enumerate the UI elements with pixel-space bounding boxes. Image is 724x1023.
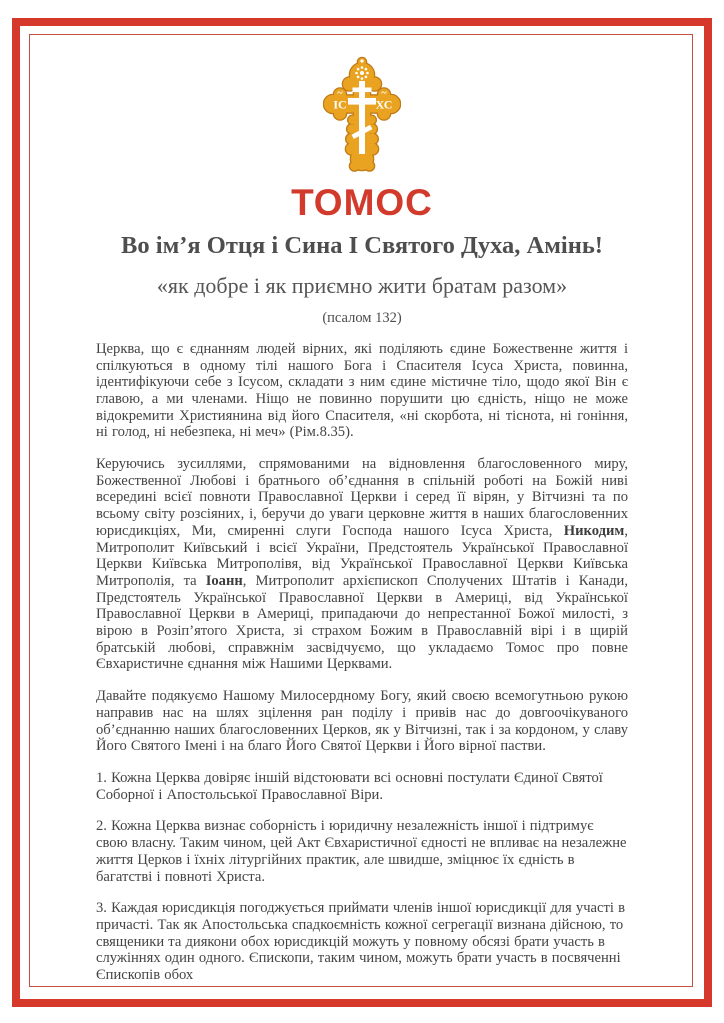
invocation-heading: Во ім’я Отця і Сина І Святого Духа, Амінь! [121, 232, 603, 259]
paragraph-text: 3. Каждая юрисдикція погоджується приймати членів іншої юрисдикції для участі в причасті. Так як Апостольська спадкоємність кожної сегрегації визнана дійсною, то священики та диякони обох юрисдикцій можуть у повному обсязі брати участь в служіннях один одного. Єпископи, таким чином, можуть брати участь в посвяченні Єпископів обох [96, 900, 625, 984]
document-body [96, 341, 628, 984]
ic-monogram-tilde: ~ [337, 88, 343, 99]
epigraph-source: (псалом 132) [322, 309, 402, 326]
paragraph-text: Керуючись зусиллями, спрямованими на відновлення благословенного миру, Божественної Любові і братнього об’єднання в спільній роботі на Божій ниві всередині всієї повноти Православної Церкви і серед її вірян, у Вітчизні та по всьому світу розсіяних, і, беручи до уваги церковне життя в наших благословенних юрисдикціях, Ми, смиренні слуги Господа нашого Ісуса Христа, [96, 456, 628, 539]
paragraph [96, 341, 628, 441]
paragraph [96, 688, 628, 755]
emphasized-name: Іоанн [205, 572, 243, 589]
sunburst-ornament [355, 66, 369, 80]
document-title: ТОМОС [291, 182, 433, 223]
top-ring-hole [360, 59, 363, 62]
ic-monogram: ІС [333, 97, 347, 112]
xc-monogram-tilde: ~ [381, 88, 387, 99]
document-content [96, 0, 628, 999]
xc-monogram: ХС [375, 97, 393, 112]
epigraph-quote: «як добре і як приємно жити братам разом» [156, 272, 568, 298]
orthodox-cross-icon [323, 56, 401, 173]
paragraph-text: , Митрополит Київський і всієї України, Предстоятель Української Православної Церкви Київська Митрополівя, від Української Православної Церкви Київська Митрополія, та [96, 522, 628, 589]
paragraph-text: 1. Кожна Церква довіряє іншій відстоювати всі основні постулати Єдиної Святої Соборної і Апостольської Православної Віри. [96, 769, 603, 803]
paragraph-text: 2. Кожна Церква визнає соборність і юридичну незалежність іншої і підтримує свою власну. Таким чином, цей Акт Євхаристичної єдності не впливає на незалежне життя Церков і їхніх літургійних практик, але швидше, зміцнює їх єдність в багатстві і повноті Христа. [96, 818, 627, 885]
paragraph [96, 818, 628, 885]
paragraph [96, 900, 628, 984]
emphasized-name: Никодим [563, 522, 625, 539]
paragraph-text: Давайте подякуємо Нашому Милосердному Богу, який своєю всемогутньою рукою направив нас на шлях зцілення ран поділу і привів нас до довгоочікуваного об’єднанню наших благословенних Церков, як у Вітчизні, так і за кордоном, у славу Його Святого Імені і на благо Його Святої Церкви і Його вірної пастви. [96, 688, 628, 755]
paragraph-text: Церква, що є єднанням людей вірних, які поділяють єдине Божественне життя і спілкуються в одному тілі нашого Бога і Спасителя Ісуса Христа, повинна, ідентифікуючи себе з Ісусом, складати з ним єдине містичне тіло, щодо якої Він є главою, а ми членами. Ніщо не повинно порушити цю єдність, ніщо не може відокремити Християнина від його Спасителя, «ні скорбота, ні тіснота, ні гоніння, ні голод, ні небезпека, ні меч» (Рім.8.35). [96, 340, 628, 441]
paragraph [96, 770, 628, 803]
emblem-area [96, 56, 628, 173]
paragraph [96, 456, 628, 673]
paragraph-text: , Митрополит архієпископ Сполучених Штатів і Канади, Предстоятель Української Православної Церкви в Америці, від Української Православної Церкви в Америці, припадаючи до непрестанної Божої милості, з вірою в Розіп’ятого Христа, зі страхом Божим в Православній вірі і в щирій братській любові, справжнім засвідчуємо, що укладаємо Томос про повне Євхаристичне єднання між Нашими Церквами. [96, 572, 628, 673]
